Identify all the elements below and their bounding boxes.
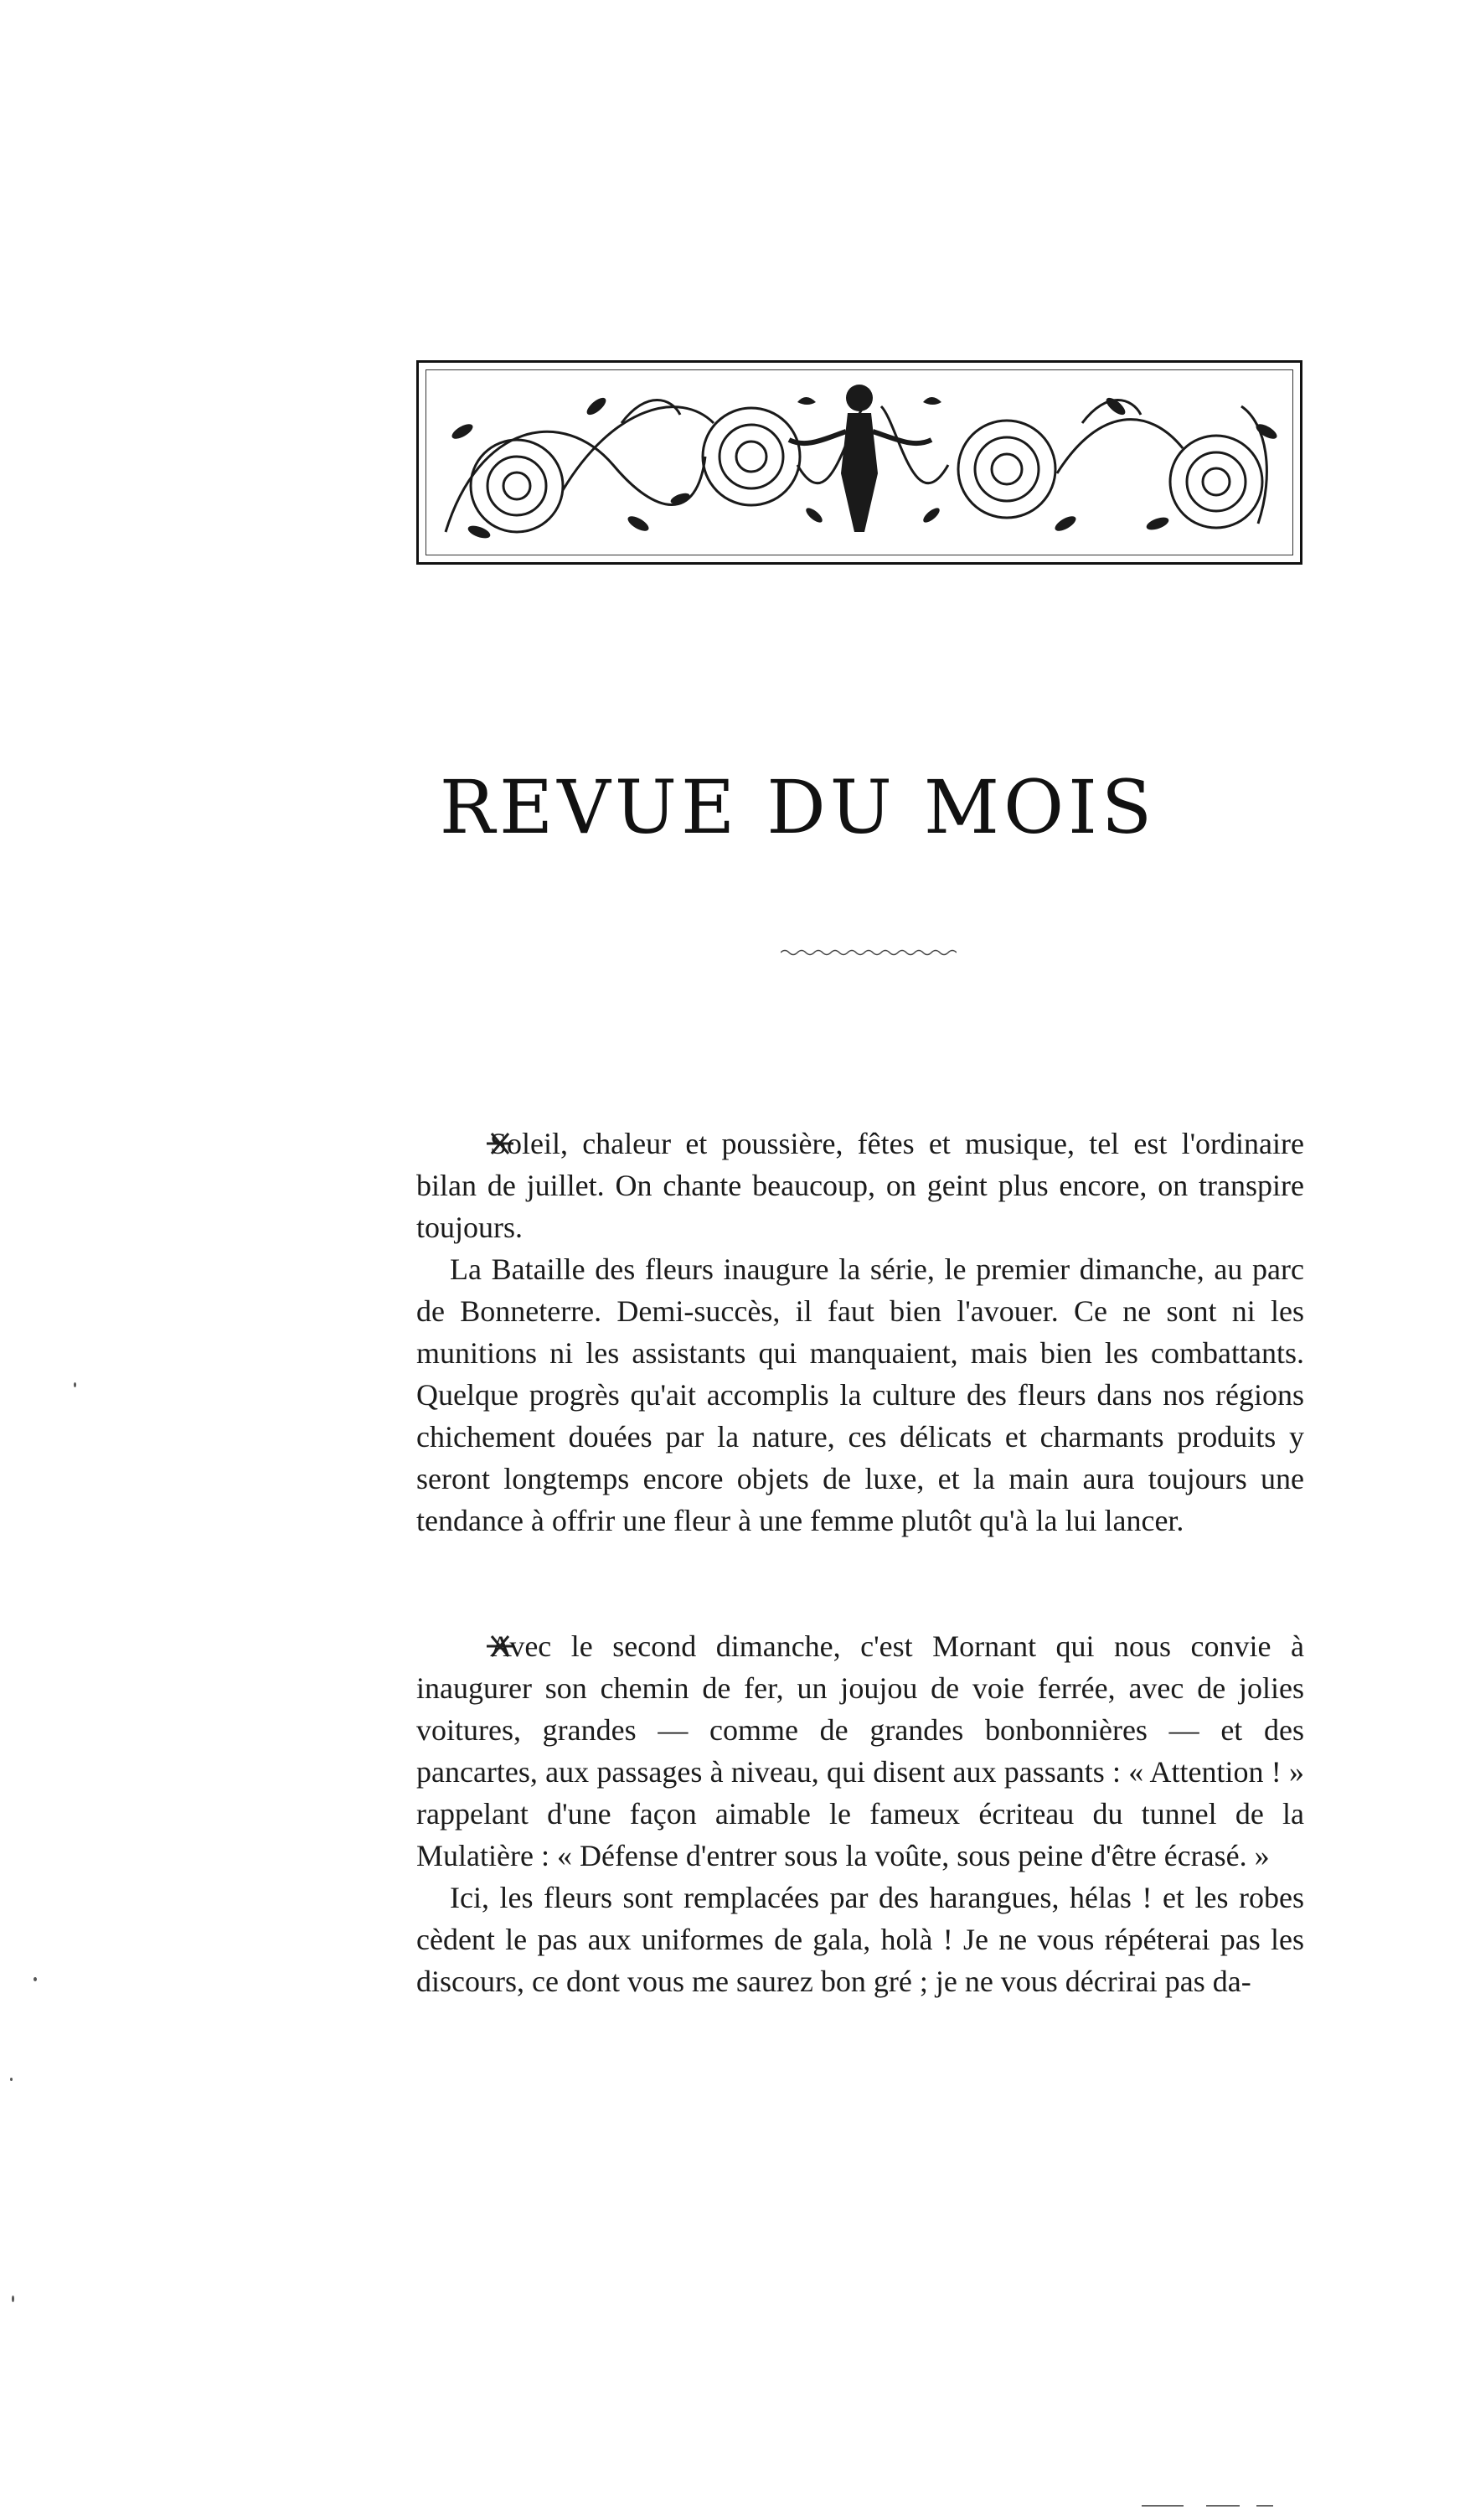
page-title: REVUE DU MOIS — [439, 764, 1157, 850]
article-section-1 — [416, 1123, 1304, 1541]
paper-speck — [1142, 2505, 1184, 2507]
paper-speck — [74, 1382, 76, 1387]
paper-speck — [10, 2078, 13, 2081]
paragraph — [416, 1123, 1304, 1248]
foliate-scroll-headpiece-icon — [429, 373, 1290, 552]
asterism-icon — [450, 1628, 483, 1653]
paragraph-text: Avec le second dimanche, c'est Mornant qui nous convie à inaugurer son chemin de fer, un joujou de voie ferrée, avec de jolies voitures, grandes — comme de grandes bonbonnières — et des pancartes, aux passages à niveau, qui disent aux passants : « Attention ! » rappelant d'une façon aimable le fameux écriteau du tunnel de la Mulatière : « Défense d'entrer sous la voûte, sous peine d'être écrasé. » — [416, 1629, 1304, 1872]
paragraph: Ici, les fleurs sont remplacées par des harangues, hélas ! et les robes cèdent le pas aux uniformes de gala, holà ! Je ne vous répéterai pas les discours, ce dont vous me saurez bon gré ; je ne vous décrirai pas da- — [416, 1881, 1304, 1998]
paper-speck — [1256, 2505, 1273, 2507]
article-section-2 — [416, 1625, 1304, 2002]
decorative-rule — [781, 948, 957, 957]
ornamental-headpiece — [416, 360, 1302, 565]
paper-speck — [34, 1977, 37, 1981]
paragraph — [416, 1625, 1304, 1877]
asterism-icon — [450, 1125, 483, 1150]
paper-speck — [12, 2295, 14, 2302]
paragraph: La Bataille des fleurs inaugure la série, le premier dimanche, au parc de Bonneterre. Demi-succès, il faut bien l'avouer. Ce ne sont ni les munitions ni les assistants qui manquaient, mais bien les combattants. Quelque progrès qu'ait accomplis la culture des fleurs dans nos régions chichement douées par la nature, ces délicats et charmants produits y seront longtemps encore objets de luxe, et la main aura toujours une tendance à offrir une fleur à une femme plutôt qu'à la lui lancer. — [416, 1252, 1304, 1537]
paper-speck — [1206, 2505, 1240, 2507]
paragraph-text: Soleil, chaleur et poussière, fêtes et musique, tel est l'ordinaire bilan de juillet. On chante beaucoup, on geint plus encore, on transpire toujours. — [416, 1127, 1304, 1244]
